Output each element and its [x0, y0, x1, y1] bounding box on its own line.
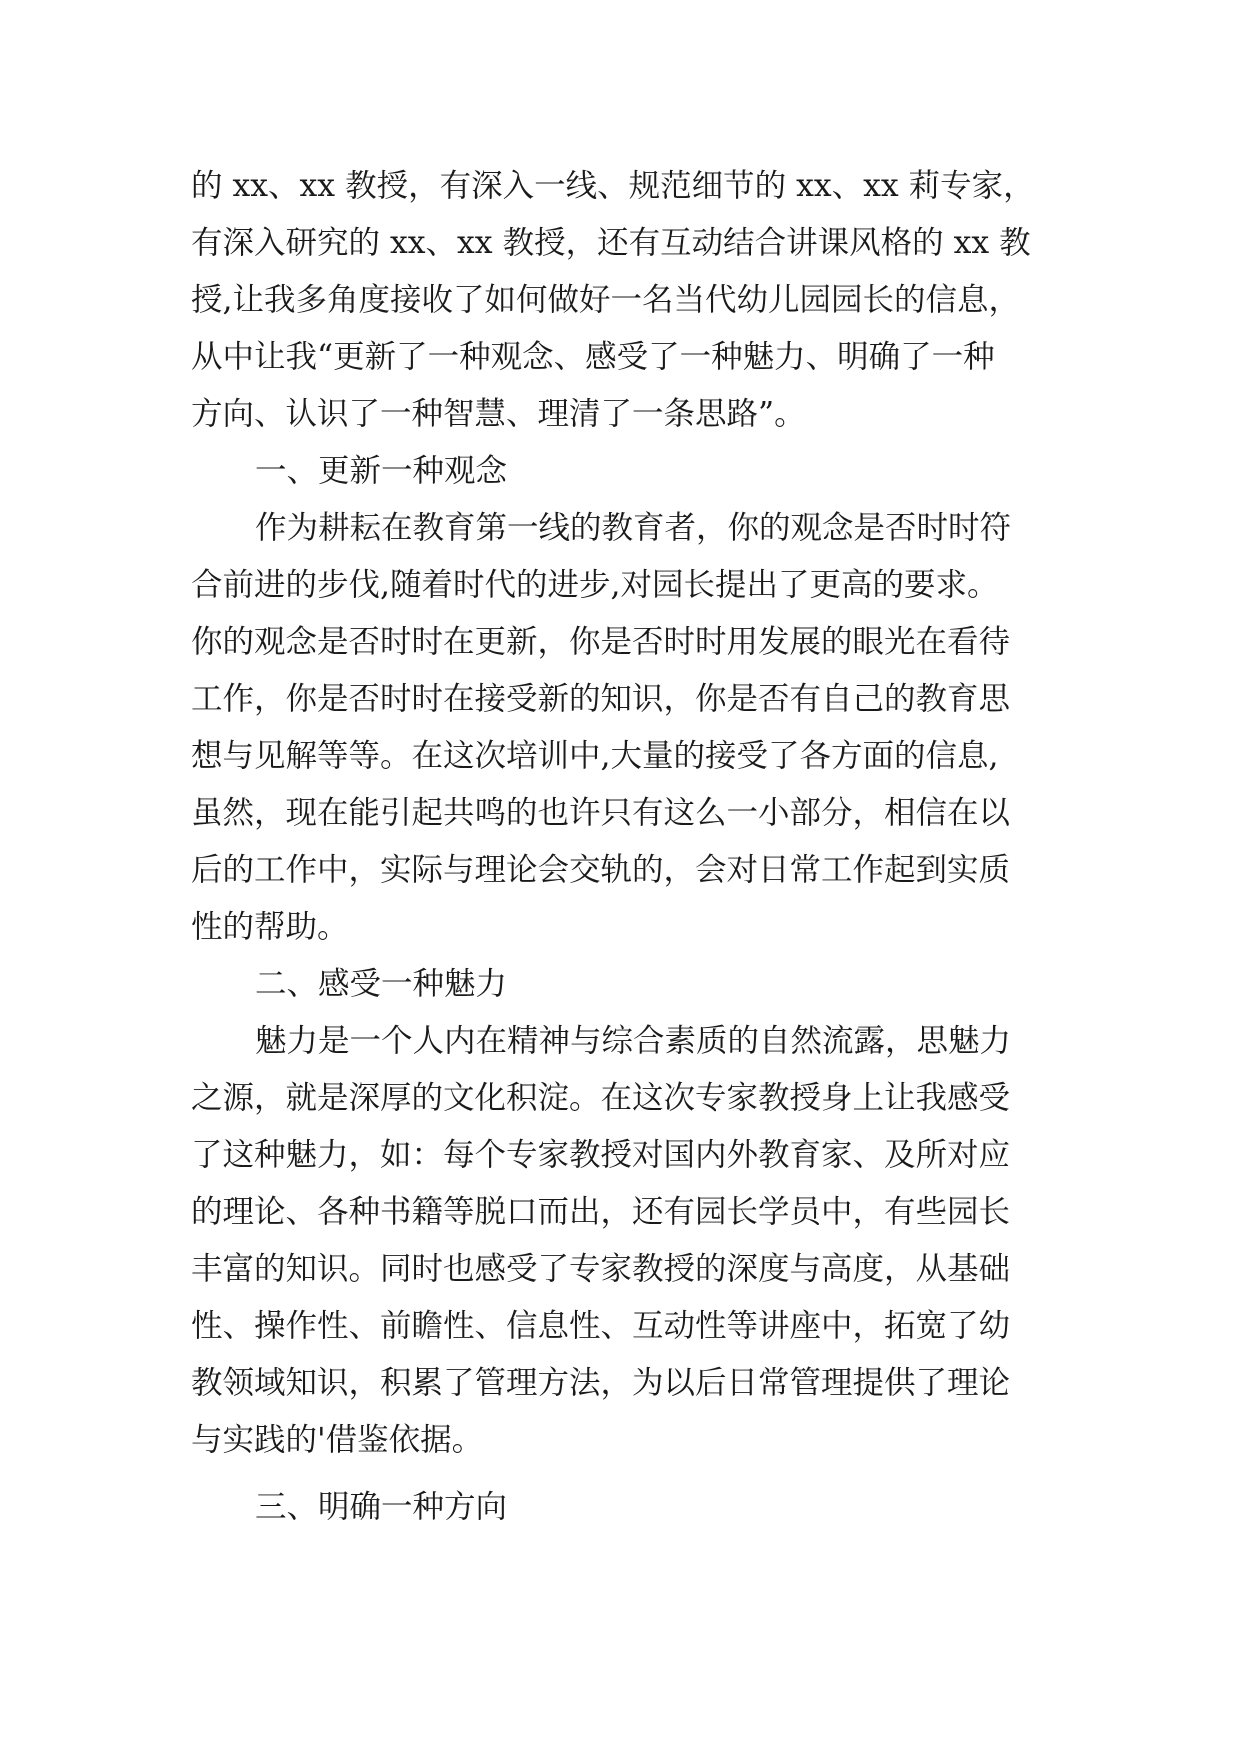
paragraph-line: 作为耕耘在教育第一线的教育者，你的观念是否时时符 — [255, 510, 1012, 546]
paragraph-line: 虽然，现在能引起共鸣的也许只有这么一小部分，相信在以 — [191, 795, 1011, 831]
paragraph-line: 你的观念是否时时在更新，你是否时时用发展的眼光在看待 — [191, 624, 1011, 660]
paragraph-line: 工作，你是否时时在接受新的知识，你是否有自己的教育思 — [191, 681, 1011, 717]
paragraph-line: 从中让我“更新了一种观念、感受了一种魅力、明确了一种 — [191, 339, 995, 375]
paragraph-line: 教领域知识，积累了管理方法，为以后日常管理提供了理论 — [191, 1365, 1011, 1401]
section-heading: 二、感受一种魅力 — [255, 966, 508, 1002]
paragraph-line: 了这种魅力，如：每个专家教授对国内外教育家、及所对应 — [191, 1137, 1011, 1173]
paragraph-line: 合前进的步伐,随着时代的进步,对园长提出了更高的要求。 — [191, 567, 999, 603]
document-body — [191, 158, 1091, 1536]
paragraph-line: 之源，就是深厚的文化积淀。在这次专家教授身上让我感受 — [191, 1080, 1011, 1116]
paragraph-line: 魅力是一个人内在精神与综合素质的自然流露，思魅力 — [255, 1023, 1012, 1059]
paragraph-line: 后的工作中，实际与理论会交轨的，会对日常工作起到实质 — [191, 852, 1011, 888]
paragraph-line: 有深入研究的 xx、xx 教授，还有互动结合讲课风格的 xx 教 — [191, 225, 1031, 261]
paragraph-line: 方向、认识了一种智慧、理清了一条思路”。 — [191, 396, 806, 432]
paragraph-line: 性、操作性、前瞻性、信息性、互动性等讲座中，拓宽了幼 — [191, 1308, 1011, 1344]
paragraph-line: 的 xx、xx 教授，有深入一线、规范细节的 xx、xx 莉专家， — [191, 168, 1035, 204]
paragraph-line: 丰富的知识。同时也感受了专家教授的深度与高度，从基础 — [191, 1251, 1011, 1287]
paragraph-line: 授,让我多角度接收了如何做好一名当代幼儿园园长的信息， — [191, 282, 1021, 318]
paragraph-line: 与实践的'借鉴依据。 — [191, 1422, 484, 1458]
section-heading: 三、明确一种方向 — [255, 1489, 508, 1525]
paragraph-line: 的理论、各种书籍等脱口而出，还有园长学员中，有些园长 — [191, 1194, 1011, 1230]
section-heading: 一、更新一种观念 — [255, 453, 508, 489]
paragraph-line: 想与见解等等。在这次培训中,大量的接受了各方面的信息, — [191, 738, 999, 774]
paragraph-line: 性的帮助。 — [191, 909, 349, 945]
